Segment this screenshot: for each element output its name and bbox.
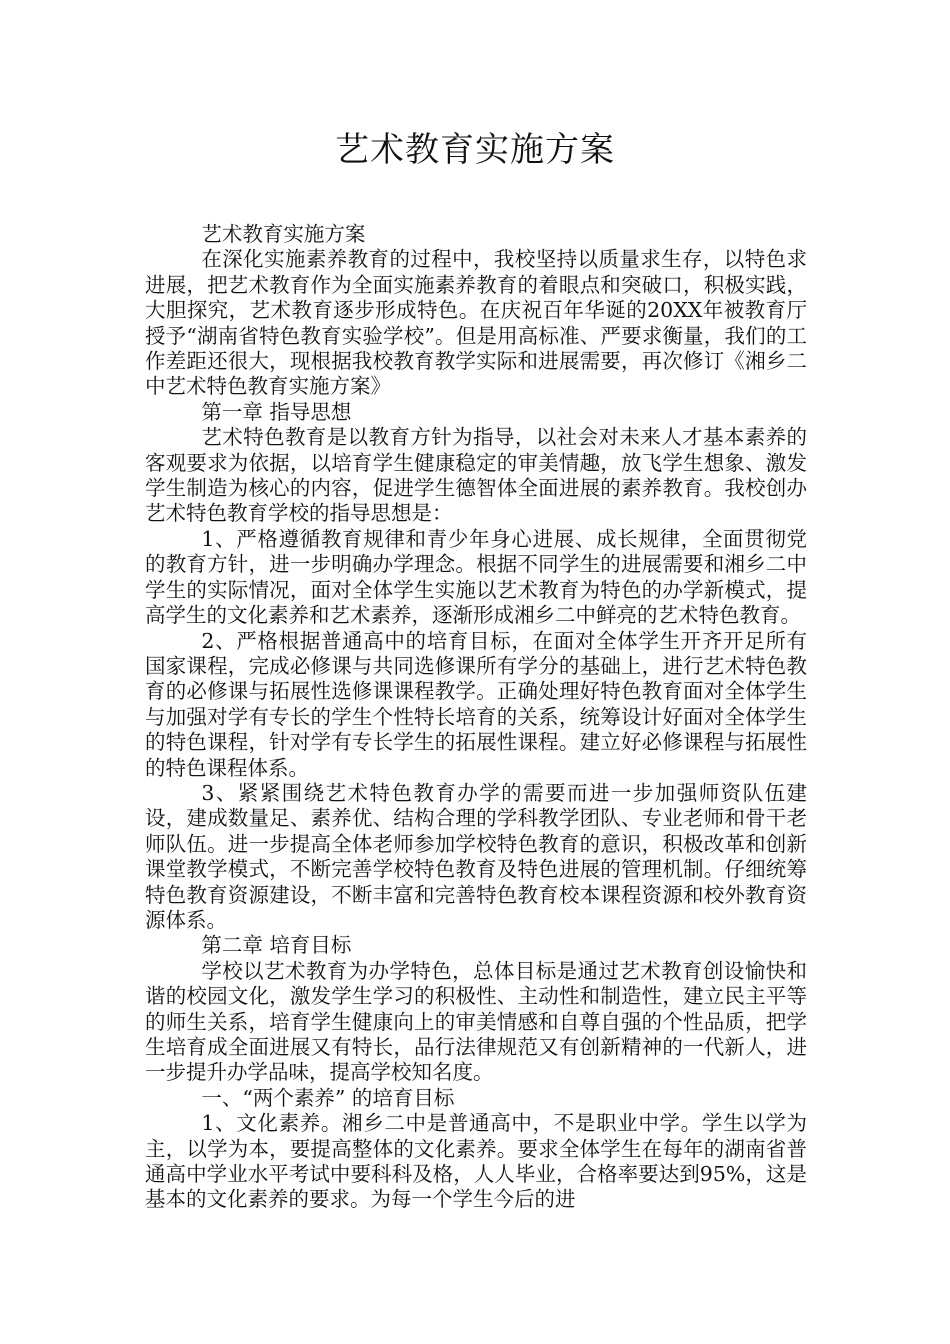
chapter-heading-2: 第二章 培育目标 — [201, 933, 352, 958]
body-paragraph: 学校以艺术教育为办学特色，总体目标是通过艺术教育创设愉快和谐的校园文化，激发学生学习的积极性、主动性和制造性，建立民主平等的师生关系，培育学生健康向上的审美情感和自尊自强的个性品质，把学生培育成全面进展又有特长，品行法律规范又有创新精神的一代新人，进一步提升办学品味，提高学校知名度。 — [145, 958, 807, 1085]
body-paragraph: 2、严格根据普通高中的培育目标，在面对全体学生开齐开足所有国家课程，完成必修课与共同选修课所有学分的基础上，进行艺术特色教育的必修课与拓展性选修课课程教学。正确处理好特色教育面对全体学生与加强对学有专长的学生个性特长培育的关系，统筹设计好面对全体学生的特色课程，针对学有专长学生的拓展性课程。建立好必修课程与拓展性的特色课程体系。 — [145, 628, 807, 780]
section-heading: 一、“两个素养” 的培育目标 — [201, 1085, 455, 1110]
subtitle-line: 艺术教育实施方案 — [201, 222, 366, 246]
document-body — [145, 222, 807, 1213]
body-paragraph: 1、严格遵循教育规律和青少年身心进展、成长规律，全面贯彻党的教育方针，进一步明确办学理念。根据不同学生的进展需要和湘乡二中学生的实际情况，面对全体学生实施以艺术教育为特色的办学新模式，提高学生的文化素养和艺术素养，逐渐形成湘乡二中鲜亮的艺术特色教育。 — [145, 526, 807, 628]
body-paragraph: 艺术特色教育是以教育方针为指导，以社会对未来人才基本素养的客观要求为依据，以培育学生健康稳定的审美情趣，放飞学生想象、激发学生制造为核心的内容，促进学生德智体全面进展的素养教育。我校创办艺术特色教育学校的指导思想是： — [145, 425, 807, 526]
chapter-heading-1: 第一章 指导思想 — [201, 399, 352, 424]
body-paragraph: 3、紧紧围绕艺术特色教育办学的需要而进一步加强师资队伍建设，建成数量足、素养优、结构合理的学科教学团队、专业老师和骨干老师队伍。进一步提高全体老师参加学校特色教育的意识，积极改革和创新课堂教学模式，不断完善学校特色教育及特色进展的管理机制。仔细统筹特色教育资源建设，不断丰富和完善特色教育校本课程资源和校外教育资源体系。 — [145, 780, 807, 932]
intro-paragraph: 在深化实施素养教育的过程中，我校坚持以质量求生存，以特色求进展，把艺术教育作为全面实施素养教育的着眼点和突破口，积极实践，大胆探究，艺术教育逐步形成特色。在庆祝百年华诞的20XX年被教育厅授予“湖南省特色教育实验学校”。但是用高标准、严要求衡量，我们的工作差距还很大，现根据我校教育教学实际和进展需要，再次修订《湘乡二中艺术特色教育实施方案》 — [145, 247, 807, 399]
body-paragraph: 1、文化素养。湘乡二中是普通高中，不是职业中学。学生以学为主，以学为本，要提高整体的文化素养。要求全体学生在每年的湖南省普通高中学业水平考试中要科科及格，人人毕业，合格率要达到95%，这是基本的文化素养的要求。为每一个学生今后的进 — [145, 1111, 807, 1212]
document-title: 艺术教育实施方案 — [335, 130, 615, 170]
